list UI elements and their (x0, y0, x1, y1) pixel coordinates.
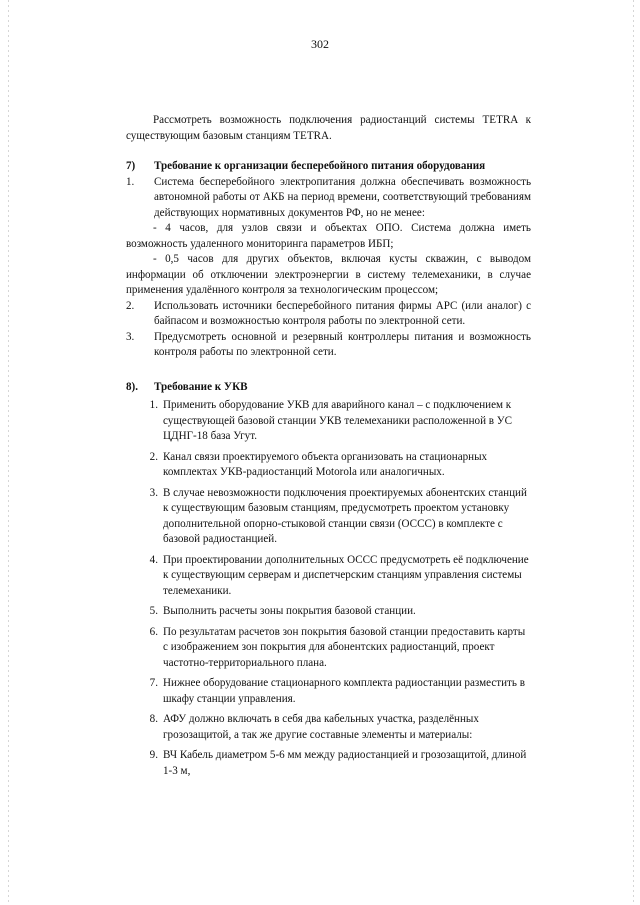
section-7-item-2-number: 2. (126, 299, 135, 312)
section-7-heading (126, 159, 531, 175)
list-item (136, 712, 531, 743)
section-8-heading (126, 380, 531, 396)
list-item-text: При проектировании дополнительных ОССС предусмотреть её подключение к существующим серверам и диспетчерским станциям управления системы телемеханики. (163, 553, 529, 597)
list-item (136, 604, 531, 620)
list-item-number: 8. (149, 713, 158, 725)
section-7-number: 7) (126, 160, 136, 172)
list-item-number: 3. (149, 486, 158, 499)
list-item-number: 7. (149, 677, 158, 689)
section-7-item-3-text: Предусмотреть основной и резервный контроллеры питания и возможность контроля работы по электронной сети. (154, 330, 531, 358)
intro-paragraph: Рассмотреть возможность подключения радиостанций системы TETRA к существующим базовым станциям TETRA. (126, 114, 531, 142)
list-item-text: По результатам расчетов зон покрытия базовой станции предоставить карты с изображением зон покрытия для абонентских радиостанций, проект частотно-территориального плана. (163, 625, 526, 669)
list-item-text: В случае невозможности подключения проектируемых абонентских станций к существующим базовым станциям, предусмотреть проектом установку дополнительной опорно-стыковой станции связи (ОССС) в комплекте с базовой радиостанцией. (163, 486, 527, 545)
list-item-number: 6. (149, 625, 158, 638)
section-7-item-3-number: 3. (126, 330, 135, 343)
section-8-number: 8). (126, 380, 139, 393)
list-item-number: 5. (149, 605, 158, 617)
section-7-item-1-number: 1. (126, 175, 135, 188)
scan-edge-left (8, 0, 9, 905)
section-7-item-2-text: Использовать источники бесперебойного питания фирмы APC (или аналог) с байпасом и возможностью контроля работы по электронной сети. (154, 299, 531, 327)
document-body (126, 113, 531, 784)
list-item (136, 625, 531, 672)
list-item-text: Нижнее оборудование стационарного комплекта радиостанции разместить в шкафу станции управления. (163, 677, 525, 705)
scan-edge-right (633, 0, 634, 905)
section-8-list (136, 398, 531, 779)
section-7-item-1-text: Система бесперебойного электропитания должна обеспечивать возможность автономной работы от АКБ на период времени, соответствующий требованиям действующих нормативных документов РФ, но не менее: (154, 175, 531, 219)
list-item-text: Выполнить расчеты зоны покрытия базовой станции. (163, 605, 416, 617)
section-7-item-1 (126, 175, 531, 222)
list-item-number: 4. (149, 553, 158, 566)
list-item (136, 676, 531, 707)
list-item (136, 553, 531, 600)
list-item (136, 748, 531, 779)
section-7-sub-1: - 4 часов, для узлов связи и объектах ОПО. Система должна иметь возможность удаленного мониторинга параметров ИБП; (126, 222, 531, 250)
section-8-title: Требование к УКВ (154, 380, 248, 393)
section-7-item-3 (126, 330, 531, 361)
list-item-text: Применить оборудование УКВ для аварийного канал – с подключением к существующей базовой станции УКВ телемеханики расположенной в УС ЦДНГ-18 база Угут. (163, 399, 513, 442)
section-7-item-2 (126, 299, 531, 330)
list-item-number: 1. (149, 399, 158, 411)
list-item (136, 486, 531, 548)
list-item-text: АФУ должно включать в себя два кабельных участка, разделённых грозозащитой, а так же другие составные элементы и материалы: (163, 713, 479, 741)
list-item (136, 450, 531, 481)
list-item-text: ВЧ Кабель диаметром 5-6 мм между радиостанцией и грозозащитой, длиной 1-3 м, (163, 749, 527, 777)
list-item-text: Канал связи проектируемого объекта организовать на стационарных комплектах УКВ-радиостанций Motorola или аналогичных. (163, 450, 488, 478)
list-item-number: 9. (149, 749, 158, 761)
section-7-title: Требование к организации бесперебойного питания оборудования (154, 160, 486, 172)
list-item (136, 398, 531, 445)
list-item-number: 2. (149, 450, 158, 463)
section-7-sub-2: - 0,5 часов для других объектов, включая кусты скважин, с выводом информации об отключении электроэнергии в систему телемеханики, в случае применения удалённого контроля за технологическим процессом; (126, 253, 531, 296)
page-number: 302 (311, 37, 329, 51)
